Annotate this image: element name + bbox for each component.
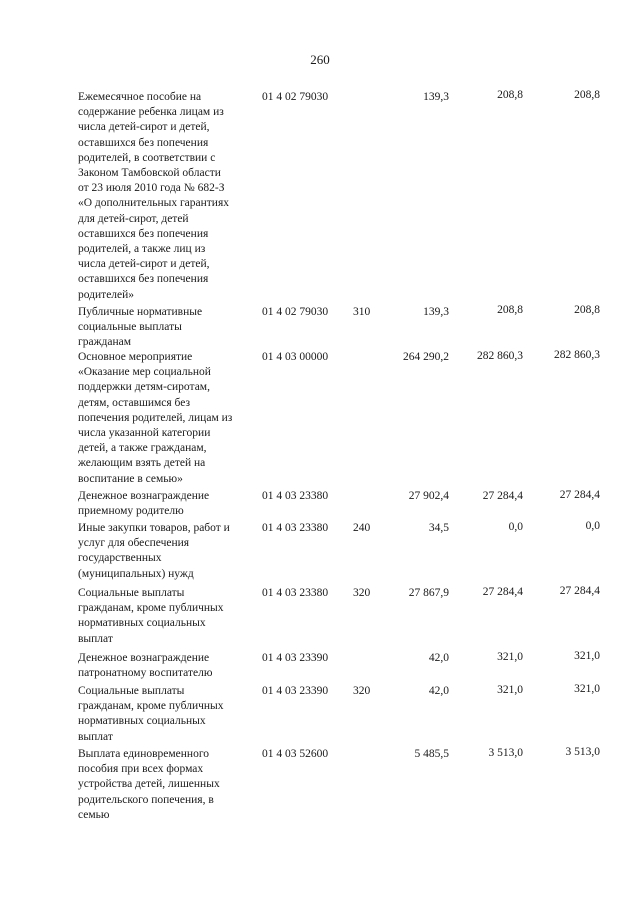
row-expense-type: 310 (353, 306, 371, 318)
row-value-3: 27 284,4 (559, 585, 600, 597)
row-value-3: 3 513,0 (565, 746, 600, 758)
row-value-2: 27 284,4 (482, 490, 523, 502)
row-value-1: 5 485,5 (414, 748, 449, 760)
row-code: 01 4 02 79030 (262, 91, 329, 103)
row-description: Социальные выплаты гражданам, кроме публичных нормативных социальных выплат (78, 587, 224, 645)
row-value-3: 0,0 (585, 520, 600, 532)
row-value-1: 27 902,4 (408, 490, 449, 502)
row-value-1: 42,0 (428, 652, 449, 664)
row-value-2: 0,0 (508, 521, 523, 533)
row-value-2: 321,0 (497, 684, 523, 696)
row-expense-type: 320 (353, 587, 371, 599)
row-description: Денежное вознаграждение патронатному воспитателю (78, 652, 213, 680)
row-description: Выплата единовременного пособия при всех формах устройства детей, лишенных родительского попечения, в семью (78, 748, 220, 821)
row-value-1: 139,3 (423, 91, 449, 103)
row-value-3: 282 860,3 (554, 349, 600, 361)
row-value-2: 282 860,3 (477, 350, 523, 362)
row-description: Иные закупки товаров, работ и услуг для обеспечения государственных (муниципальных) нужд (78, 522, 230, 580)
row-code: 01 4 03 52600 (262, 748, 329, 760)
row-value-3: 208,8 (574, 304, 600, 316)
row-description: Социальные выплаты гражданам, кроме публичных нормативных социальных выплат (78, 685, 224, 743)
row-value-2: 321,0 (497, 651, 523, 663)
row-value-3: 208,8 (574, 89, 600, 101)
row-value-1: 27 867,9 (408, 587, 449, 599)
row-value-2: 208,8 (497, 304, 523, 316)
row-value-1: 34,5 (428, 522, 449, 534)
row-expense-type: 320 (353, 685, 371, 697)
row-expense-type: 240 (353, 522, 371, 534)
row-value-3: 27 284,4 (559, 489, 600, 501)
row-description: Денежное вознаграждение приемному родителю (78, 490, 210, 518)
row-code: 01 4 03 23380 (262, 522, 329, 534)
row-value-3: 321,0 (574, 650, 600, 662)
row-description: Ежемесячное пособие на содержание ребенка лицам из числа детей-сирот и детей, оставшихся без попечения родителей, в соответствии с Законом Тамбовской области от 23 июля 2010 года № 682-З «О дополнительных гарантиях для детей-сирот, детей оставшихся без попечения родителей, а также лиц из числа детей-сирот и детей, оставшихся без попечения родителей» (78, 91, 229, 301)
row-code: 01 4 03 00000 (262, 351, 329, 363)
row-value-1: 42,0 (428, 685, 449, 697)
row-value-2: 3 513,0 (488, 747, 523, 759)
row-code: 01 4 03 23390 (262, 652, 329, 664)
row-value-2: 27 284,4 (482, 586, 523, 598)
row-code: 01 4 02 79030 (262, 306, 329, 318)
row-value-1: 139,3 (423, 306, 449, 318)
row-code: 01 4 03 23380 (262, 587, 329, 599)
row-code: 01 4 03 23390 (262, 685, 329, 697)
row-description: Основное мероприятие «Оказание мер социальной поддержки детям-сиротам, детям, оставшимся без попечения родителей, лицам из числа указанной категории детей, а также гражданам, желающим взять детей на воспитание в семью» (78, 351, 233, 485)
page-number: 260 (310, 52, 330, 67)
row-value-2: 208,8 (497, 89, 523, 101)
row-description: Публичные нормативные социальные выплаты гражданам (78, 306, 203, 349)
row-value-1: 264 290,2 (403, 351, 449, 363)
row-value-3: 321,0 (574, 683, 600, 695)
row-code: 01 4 03 23380 (262, 490, 329, 502)
